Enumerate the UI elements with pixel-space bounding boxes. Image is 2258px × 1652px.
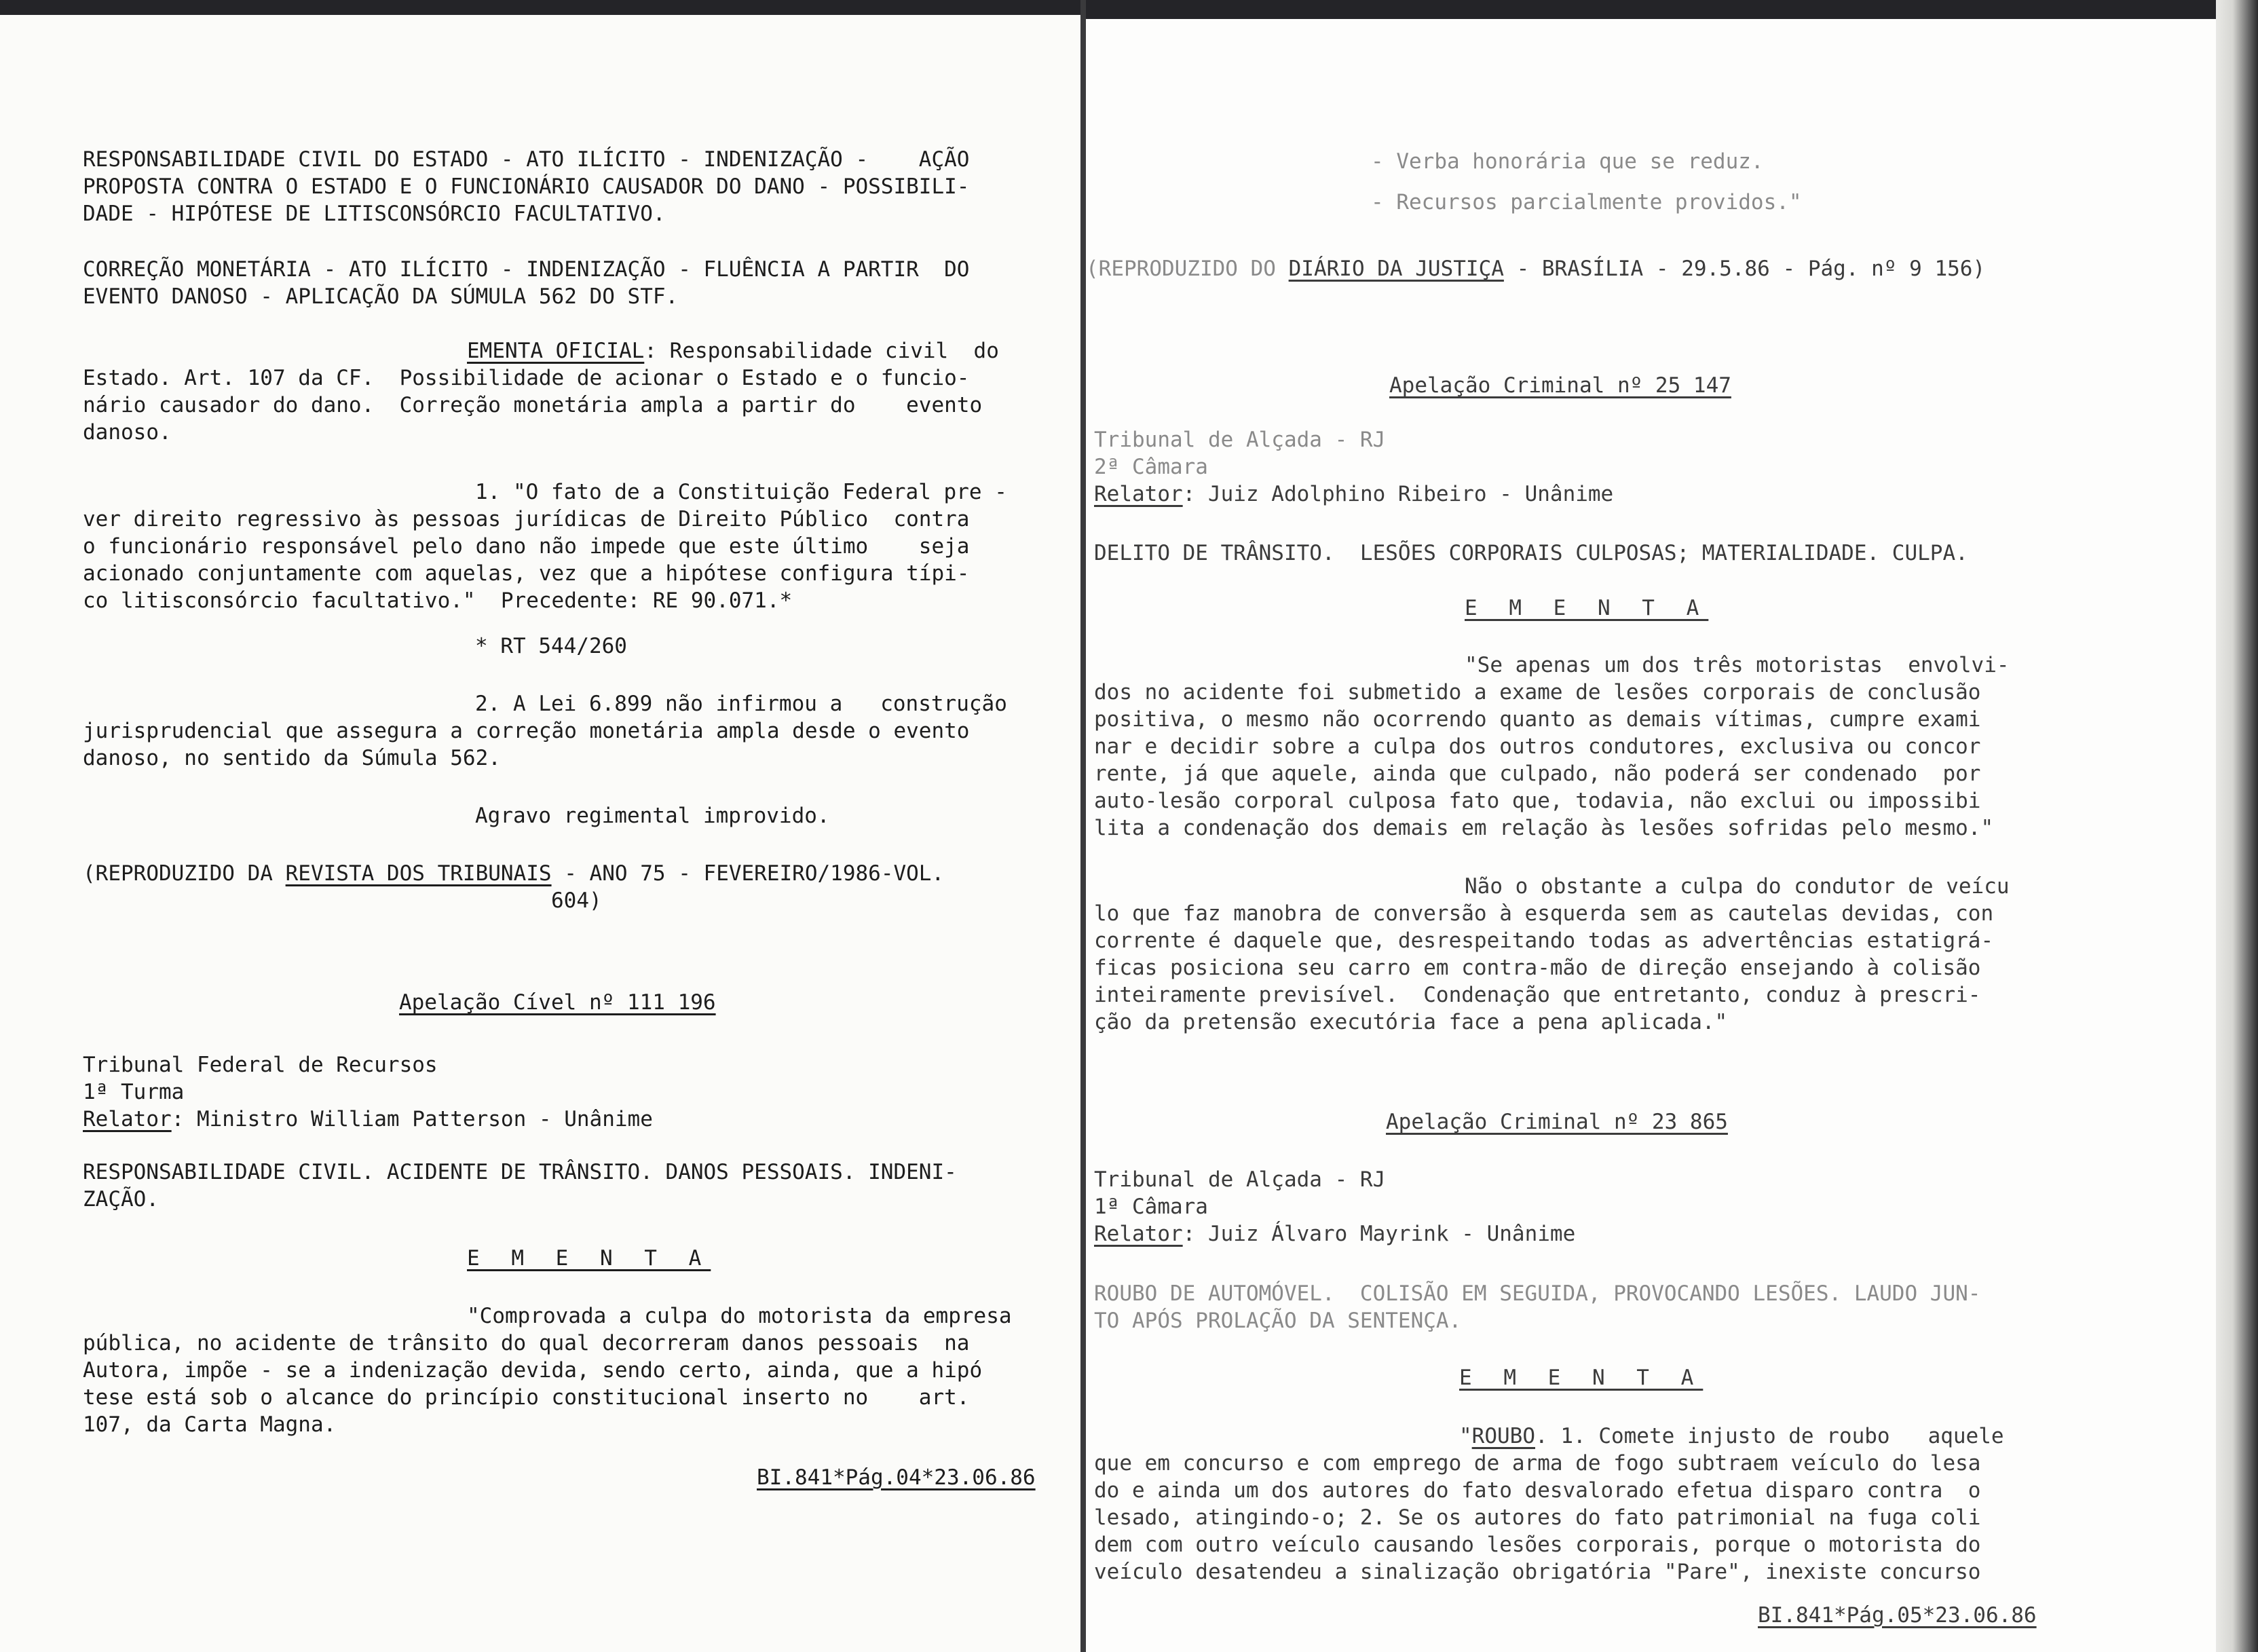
reproduzido-prefix: (REPRODUZIDO DO — [1086, 257, 1289, 281]
ementa-line-4: tese está sob o alcance do princípio constitucional inserto no art. — [83, 1385, 970, 1410]
court-name: Tribunal Federal de Recursos — [83, 1053, 438, 1077]
item1-line-2: ver direito regressivo às pessoas jurídicas de Direito Público contra — [83, 507, 970, 531]
item2-line-2: jurisprudencial que assegura a correção monetária ampla desde o evento — [83, 719, 970, 743]
case1-relator-line — [1094, 481, 1613, 508]
case2-ementa-first-word: ROUBO — [1471, 1424, 1535, 1448]
case1-relator-rest: : Juiz Adolphino Ribeiro - Unânime — [1182, 482, 1614, 506]
ementa-oficial-label: EMENTA OFICIAL — [467, 339, 645, 363]
case2-ementa-line-2: que em concurso e com emprego de arma de fogo subtraem veículo do lesa — [1094, 1451, 1981, 1476]
case2-chamber: 1ª Câmara — [1094, 1195, 1208, 1219]
case1-ementa-line-5: rente, já que aquele, ainda que culpado, não poderá ser condenado por — [1094, 762, 1981, 786]
relator-label: Relator — [83, 1107, 172, 1131]
case2-ementa-first-rest: . 1. Comete injusto de roubo aquele — [1535, 1424, 2004, 1448]
case1-para2-line-3: corrente é daquele que, desrespeitando todas as advertências estatigrá- — [1094, 928, 1994, 953]
case1-title: Apelação Criminal nº 25 147 — [1389, 373, 1731, 398]
item1-line-3: o funcionário responsável pelo dano não impede que este último seja — [83, 534, 970, 559]
ementa-oficial-line-1: Estado. Art. 107 da CF. Possibilidade de acionar o Estado e o funcio- — [83, 366, 970, 390]
ementa-oficial-line-2: nário causador do dano. Correção monetária ampla a partir do evento — [83, 393, 983, 417]
page-footer: BI.841*Pág.04*23.06.86 — [757, 1465, 1036, 1490]
case1-ementa-line-7: lita a condenação dos demais em relação às lesões sofridas pelo mesmo." — [1094, 816, 1994, 840]
reproduzido-prefix: (REPRODUZIDO DA — [83, 861, 286, 886]
case1-ementa-line-6: auto-lesão corporal culposa fato que, todavia, não exclui ou impossibi — [1094, 789, 1981, 813]
reproduzido-line — [1086, 255, 1985, 282]
case2-relator-rest: : Juiz Álvaro Mayrink - Unânime — [1182, 1222, 1576, 1246]
block1-line-2: PROPOSTA CONTRA O ESTADO E O FUNCIONÁRIO CAUSADOR DO DANO - POSSIBILI- — [83, 174, 970, 199]
block2-line-2: EVENTO DANOSO - APLICAÇÃO DA SÚMULA 562 DO STF. — [83, 284, 679, 309]
case1-ementa-heading: E M E N T A — [1465, 596, 1709, 620]
case2-relator-line — [1094, 1220, 1575, 1247]
ementa-line-5: 107, da Carta Magna. — [83, 1412, 337, 1437]
item1-line-1: 1. "O fato de a Constituição Federal pre - — [475, 480, 1007, 504]
case1-ementa-line-3: positiva, o mesmo não ocorrendo quanto as demais vítimas, cumpre exami — [1094, 707, 1981, 732]
ementa-line-3: Autora, impõe - se a indenização devida, sendo certo, ainda, que a hipó — [83, 1358, 983, 1383]
item2-line-3: danoso, no sentido da Súmula 562. — [83, 746, 501, 770]
subject-line-1: RESPONSABILIDADE CIVIL. ACIDENTE DE TRÂNSITO. DANOS PESSOAIS. INDENI- — [83, 1160, 957, 1184]
item1-line-5: co litisconsórcio facultativo." Precedente: RE 90.071.* — [83, 588, 793, 613]
case1-ementa-line-1: "Se apenas um dos três motoristas envolvi- — [1465, 653, 2010, 677]
subject-line-2: ZAÇÃO. — [83, 1187, 159, 1212]
case2-ementa-line-3: do e ainda um dos autores do fato desvalorado efetua disparo contra o — [1094, 1478, 1981, 1503]
case1-para2-line-6: ção da pretensão executória face a pena aplicada." — [1094, 1010, 1728, 1034]
case1-para2-line-4: ficas posiciona seu carro em contra-mão de direção ensejando à colisão — [1094, 956, 1981, 980]
block1-line-1: RESPONSABILIDADE CIVIL DO ESTADO - ATO ILÍCITO - INDENIZAÇÃO - AÇÃO — [83, 147, 970, 172]
quote-line-1: - Verba honorária que se reduz. — [1371, 149, 1764, 174]
ementa-oficial-line-3: danoso. — [83, 420, 172, 445]
ementa-heading: E M E N T A — [467, 1246, 711, 1271]
quote-line-2: - Recursos parcialmente providos." — [1371, 190, 1802, 214]
case2-ementa-line-1 — [1459, 1423, 2004, 1450]
reproduzido-line-2: 604) — [551, 888, 602, 913]
rt-reference: * RT 544/260 — [475, 634, 627, 658]
case1-ementa-line-2: dos no acidente foi submetido a exame de lesões corporais de conclusão — [1094, 680, 1981, 705]
case1-para2-line-2: lo que faz manobra de conversão à esquerda sem as cautelas devidas, con — [1094, 901, 1994, 926]
item1-line-4: acionado conjuntamente com aquelas, vez que a hipótese configura típi- — [83, 561, 970, 586]
reproduzido-suffix: - BRASÍLIA - 29.5.86 - Pág. nº 9 156) — [1503, 257, 1986, 281]
ementa-oficial-rest: : Responsabilidade civil do — [644, 339, 999, 363]
case2-ementa-line-4: lesado, atingindo-o; 2. Se os autores do fato patrimonial na fuga coli — [1094, 1505, 1981, 1530]
relator-rest: : Ministro William Patterson - Unânime — [171, 1107, 653, 1131]
ementa-line-1: "Comprovada a culpa do motorista da empresa — [467, 1304, 1012, 1328]
case2-subject-line-1: ROUBO DE AUTOMÓVEL. COLISÃO EM SEGUIDA, PROVOCANDO LESÕES. LAUDO JUN- — [1094, 1281, 1981, 1306]
page-footer: BI.841*Pág.05*23.06.86 — [1758, 1603, 2037, 1628]
reproduzido-suffix: - ANO 75 - FEVEREIRO/1986-VOL. — [551, 861, 945, 886]
case2-ementa-open-quote: " — [1459, 1424, 1472, 1448]
case-title: Apelação Cível nº 111 196 — [399, 990, 716, 1015]
right-page — [1086, 19, 2216, 1652]
case1-para2-line-1: Não o obstante a culpa do condutor de veícu — [1465, 874, 2010, 899]
reproduzido-source: DIÁRIO DA JUSTIÇA — [1288, 257, 1504, 281]
case2-subject-line-2: TO APÓS PROLAÇÃO DA SENTENÇA. — [1094, 1309, 1462, 1333]
chamber: 1ª Turma — [83, 1080, 185, 1104]
reproduzido-line-1 — [83, 860, 944, 887]
item2-line-1: 2. A Lei 6.899 não infirmou a construção — [475, 692, 1007, 716]
block2-line-1: CORREÇÃO MONETÁRIA - ATO ILÍCITO - INDENIZAÇÃO - FLUÊNCIA A PARTIR DO — [83, 257, 970, 282]
reproduzido-source: REVISTA DOS TRIBUNAIS — [285, 861, 552, 886]
case1-court: Tribunal de Alçada - RJ — [1094, 428, 1386, 452]
ementa-oficial-heading — [467, 337, 999, 364]
case2-title: Apelação Criminal nº 23 865 — [1386, 1110, 1728, 1134]
relator-line — [83, 1106, 653, 1133]
case1-subject: DELITO DE TRÂNSITO. LESÕES CORPORAIS CULPOSAS; MATERIALIDADE. CULPA. — [1094, 541, 1968, 565]
case1-ementa-line-4: nar e decidir sobre a culpa dos outros condutores, exclusiva ou concor — [1094, 734, 1981, 759]
case2-relator-label: Relator — [1094, 1222, 1183, 1246]
case1-para2-line-5: inteiramente previsível. Condenação que entretanto, conduz à prescri- — [1094, 983, 1981, 1007]
case2-ementa-line-6: veículo desatendeu a sinalização obrigatória "Pare", inexiste concurso — [1094, 1560, 1981, 1584]
case2-ementa-heading: E M E N T A — [1459, 1366, 1704, 1390]
left-page — [0, 15, 1080, 1652]
case2-court: Tribunal de Alçada - RJ — [1094, 1167, 1386, 1192]
book-gutter — [1080, 0, 1086, 1652]
case1-relator-label: Relator — [1094, 482, 1183, 506]
case1-chamber: 2ª Câmara — [1094, 455, 1208, 479]
block1-line-3: DADE - HIPÓTESE DE LITISCONSÓRCIO FACULTATIVO. — [83, 202, 666, 226]
agravo-line: Agravo regimental improvido. — [475, 804, 830, 828]
scan-right-edge — [2216, 0, 2258, 1652]
ementa-line-2: pública, no acidente de trânsito do qual decorreram danos pessoais na — [83, 1331, 970, 1355]
case2-ementa-line-5: dem com outro veículo causando lesões corporais, porque o motorista do — [1094, 1533, 1981, 1557]
